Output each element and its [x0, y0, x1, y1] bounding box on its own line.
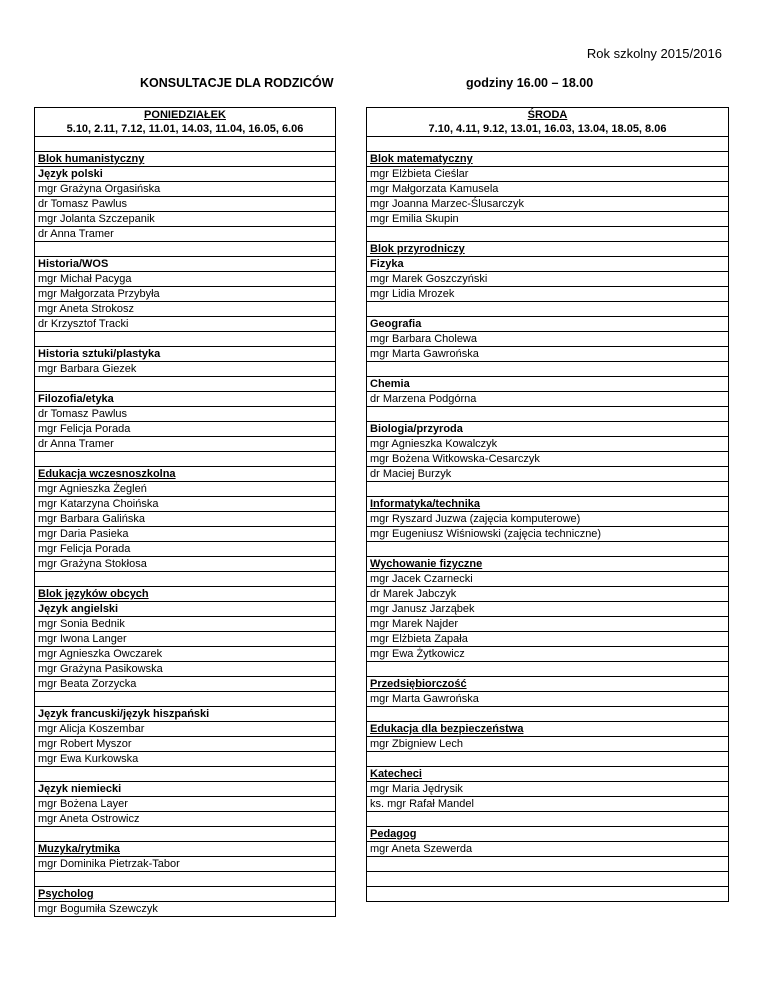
- table-row: [367, 422, 729, 437]
- table-cell: mgr Robert Myszor: [35, 737, 336, 752]
- table-cell: mgr Ewa Kurkowska: [35, 752, 336, 767]
- table-cell: Blok przyrodniczy: [367, 242, 729, 257]
- table-row: [35, 197, 336, 212]
- table-cell: mgr Marek Najder: [367, 617, 729, 632]
- table-row: [35, 842, 336, 857]
- table-row: [367, 287, 729, 302]
- empty-cell: [35, 572, 336, 587]
- table-row: [367, 872, 729, 887]
- table-cell: dr Krzysztof Tracki: [35, 317, 336, 332]
- table-row: [367, 797, 729, 812]
- table-cell: mgr Marta Gawrońska: [367, 347, 729, 362]
- table-cell: Psycholog: [35, 887, 336, 902]
- table-cell: mgr Michał Pacyga: [35, 272, 336, 287]
- table-cell: Katecheci: [367, 767, 729, 782]
- table-cell: mgr Beata Zorzycka: [35, 677, 336, 692]
- table-cell: mgr Elżbieta Cieślar: [367, 167, 729, 182]
- table-row: [367, 437, 729, 452]
- table-row: [35, 302, 336, 317]
- table-row: [35, 677, 336, 692]
- wednesday-table: [366, 107, 729, 902]
- table-cell: mgr Alicja Koszembar: [35, 722, 336, 737]
- table-row: [35, 902, 336, 917]
- table-cell: mgr Sonia Bednik: [35, 617, 336, 632]
- table-cell: dr Anna Tramer: [35, 437, 336, 452]
- table-row: [35, 527, 336, 542]
- table-row: [367, 362, 729, 377]
- table-row: [367, 812, 729, 827]
- table-cell: mgr Barbara Galińska: [35, 512, 336, 527]
- table-row: [367, 332, 729, 347]
- table-cell: mgr Grażyna Pasikowska: [35, 662, 336, 677]
- table-cell: mgr Grażyna Stokłosa: [35, 557, 336, 572]
- table-row: [35, 482, 336, 497]
- table-cell: Edukacja dla bezpieczeństwa: [367, 722, 729, 737]
- table-row: [35, 872, 336, 887]
- table-row: [35, 812, 336, 827]
- monday-table: [34, 107, 336, 917]
- table-row: [35, 887, 336, 902]
- table-cell: Historia sztuki/plastyka: [35, 347, 336, 362]
- table-row: [367, 692, 729, 707]
- table-cell: dr Tomasz Pawlus: [35, 407, 336, 422]
- table-row: [367, 557, 729, 572]
- empty-cell: [35, 872, 336, 887]
- table-row: [35, 782, 336, 797]
- empty-cell: [35, 332, 336, 347]
- table-cell: mgr Małgorzata Kamusela: [367, 182, 729, 197]
- table-row: [367, 377, 729, 392]
- table-row: [367, 662, 729, 677]
- table-row: [367, 482, 729, 497]
- table-cell: Edukacja wczesnoszkolna: [35, 467, 336, 482]
- table-cell: Biologia/przyroda: [367, 422, 729, 437]
- empty-cell: [367, 857, 729, 872]
- empty-cell: [367, 662, 729, 677]
- table-cell: mgr Katarzyna Choińska: [35, 497, 336, 512]
- table-row: [35, 437, 336, 452]
- table-row: [367, 677, 729, 692]
- table-row: [367, 167, 729, 182]
- table-cell: mgr Małgorzata Przybyła: [35, 287, 336, 302]
- table-row: [367, 242, 729, 257]
- table-row: [35, 587, 336, 602]
- table-row: [35, 467, 336, 482]
- table-row: [35, 797, 336, 812]
- table-cell: mgr Eugeniusz Wiśniowski (zajęcia techniczne): [367, 527, 729, 542]
- table-row: [367, 572, 729, 587]
- table-cell: mgr Jacek Czarnecki: [367, 572, 729, 587]
- table-row: [367, 197, 729, 212]
- table-row: [367, 317, 729, 332]
- empty-cell: [35, 452, 336, 467]
- table-row: [35, 752, 336, 767]
- table-cell: mgr Aneta Strokosz: [35, 302, 336, 317]
- table-row: [35, 257, 336, 272]
- table-cell: mgr Joanna Marzec-Ślusarczyk: [367, 197, 729, 212]
- table-cell: mgr Emilia Skupin: [367, 212, 729, 227]
- monday-table-body: [35, 108, 336, 917]
- empty-cell: [367, 542, 729, 557]
- table-row: [367, 782, 729, 797]
- table-row: [367, 707, 729, 722]
- table-row: [367, 497, 729, 512]
- empty-cell: [367, 407, 729, 422]
- table-row: [35, 317, 336, 332]
- table-row: [35, 377, 336, 392]
- table-cell: Chemia: [367, 377, 729, 392]
- table-cell: mgr Lidia Mrozek: [367, 287, 729, 302]
- table-row: [35, 602, 336, 617]
- empty-cell: [367, 872, 729, 887]
- table-cell: ks. mgr Rafał Mandel: [367, 797, 729, 812]
- table-cell: mgr Felicja Porada: [35, 422, 336, 437]
- table-cell: mgr Agnieszka Kowalczyk: [367, 437, 729, 452]
- table-cell: mgr Daria Pasieka: [35, 527, 336, 542]
- table-cell: Język angielski: [35, 602, 336, 617]
- table-row: [367, 602, 729, 617]
- table-row: [367, 137, 729, 152]
- empty-cell: [35, 242, 336, 257]
- table-cell: Wychowanie fizyczne: [367, 557, 729, 572]
- table-row: [35, 272, 336, 287]
- table-row: [35, 722, 336, 737]
- table-cell: dr Marzena Podgórna: [367, 392, 729, 407]
- empty-cell: [367, 302, 729, 317]
- table-cell: Język francuski/język hiszpański: [35, 707, 336, 722]
- table-row: [35, 662, 336, 677]
- table-cell: Przedsiębiorczość: [367, 677, 729, 692]
- table-row: [367, 587, 729, 602]
- table-row: [35, 227, 336, 242]
- table-row: [367, 887, 729, 902]
- table-cell: mgr Felicja Porada: [35, 542, 336, 557]
- consultation-hours: godziny 16.00 – 18.00: [466, 76, 594, 90]
- table-cell: mgr Bożena Layer: [35, 797, 336, 812]
- empty-cell: [35, 692, 336, 707]
- table-cell: mgr Aneta Ostrowicz: [35, 812, 336, 827]
- wednesday-day-label: ŚRODA: [367, 108, 729, 123]
- table-row: [367, 392, 729, 407]
- school-year: Rok szkolny 2015/2016: [586, 46, 722, 61]
- table-row: [367, 347, 729, 362]
- table-row: [367, 827, 729, 842]
- table-cell: mgr Ewa Żytkowicz: [367, 647, 729, 662]
- table-row: [367, 542, 729, 557]
- table-cell: mgr Agnieszka Żegleń: [35, 482, 336, 497]
- table-cell: mgr Elżbieta Zapała: [367, 632, 729, 647]
- table-cell: Blok matematyczny: [367, 152, 729, 167]
- table-row: [35, 407, 336, 422]
- table-row: [367, 152, 729, 167]
- table-row: [35, 167, 336, 182]
- table-cell: Pedagog: [367, 827, 729, 842]
- table-row: [35, 152, 336, 167]
- empty-cell: [367, 227, 729, 242]
- table-row: [35, 512, 336, 527]
- table-cell: Język polski: [35, 167, 336, 182]
- table-cell: Historia/WOS: [35, 257, 336, 272]
- table-cell: dr Anna Tramer: [35, 227, 336, 242]
- table-cell: mgr Zbigniew Lech: [367, 737, 729, 752]
- table-row: [367, 257, 729, 272]
- table-cell: Fizyka: [367, 257, 729, 272]
- table-row: [367, 227, 729, 242]
- table-row: [35, 692, 336, 707]
- table-row: [35, 182, 336, 197]
- table-row: [35, 707, 336, 722]
- empty-cell: [367, 812, 729, 827]
- table-row: [35, 347, 336, 362]
- table-cell: Język niemiecki: [35, 782, 336, 797]
- table-row: [367, 452, 729, 467]
- table-cell: mgr Grażyna Orgasińska: [35, 182, 336, 197]
- wednesday-table-body: [367, 108, 729, 902]
- table-row: [35, 632, 336, 647]
- table-row: [35, 827, 336, 842]
- table-row: [35, 572, 336, 587]
- table-cell: mgr Bogumiła Szewczyk: [35, 902, 336, 917]
- table-row: [367, 752, 729, 767]
- empty-cell: [35, 767, 336, 782]
- empty-cell: [367, 887, 729, 902]
- table-row: [367, 617, 729, 632]
- table-cell: mgr Bożena Witkowska-Cesarczyk: [367, 452, 729, 467]
- empty-cell: [367, 707, 729, 722]
- table-cell: dr Marek Jabczyk: [367, 587, 729, 602]
- table-row: [367, 182, 729, 197]
- table-cell: mgr Barbara Cholewa: [367, 332, 729, 347]
- table-row: [35, 452, 336, 467]
- wednesday-dates: 7.10, 4.11, 9.12, 13.01, 16.03, 13.04, 18.05, 8.06: [367, 122, 729, 137]
- table-row: [367, 767, 729, 782]
- table-cell: mgr Jolanta Szczepanik: [35, 212, 336, 227]
- table-row: [35, 212, 336, 227]
- monday-day-label: PONIEDZIAŁEK: [35, 108, 336, 123]
- table-row: [35, 362, 336, 377]
- table-cell: Blok humanistyczny: [35, 152, 336, 167]
- table-row: [35, 392, 336, 407]
- table-row: [35, 137, 336, 152]
- table-row: [35, 422, 336, 437]
- table-row: [35, 557, 336, 572]
- table-cell: mgr Barbara Giezek: [35, 362, 336, 377]
- table-row: [35, 497, 336, 512]
- table-cell: mgr Agnieszka Owczarek: [35, 647, 336, 662]
- table-row: [35, 242, 336, 257]
- table-cell: mgr Janusz Jarząbek: [367, 602, 729, 617]
- table-row: [35, 737, 336, 752]
- table-row: [367, 527, 729, 542]
- table-row: [35, 857, 336, 872]
- table-cell: mgr Ryszard Juzwa (zajęcia komputerowe): [367, 512, 729, 527]
- empty-cell: [35, 377, 336, 392]
- empty-cell: [367, 362, 729, 377]
- table-cell: Muzyka/rytmika: [35, 842, 336, 857]
- table-cell: mgr Aneta Szewerda: [367, 842, 729, 857]
- table-row: [35, 767, 336, 782]
- empty-cell: [367, 137, 729, 152]
- table-row: [367, 467, 729, 482]
- table-cell: mgr Marta Gawrońska: [367, 692, 729, 707]
- table-row: [367, 302, 729, 317]
- empty-cell: [35, 137, 336, 152]
- table-row: [35, 617, 336, 632]
- table-cell: Informatyka/technika: [367, 497, 729, 512]
- table-row: [367, 272, 729, 287]
- table-row: [367, 857, 729, 872]
- document-title: KONSULTACJE DLA RODZICÓW: [140, 76, 334, 90]
- table-row: [35, 287, 336, 302]
- monday-dates: 5.10, 2.11, 7.12, 11.01, 14.03, 11.04, 16.05, 6.06: [35, 122, 336, 137]
- table-cell: dr Maciej Burzyk: [367, 467, 729, 482]
- table-row: [367, 512, 729, 527]
- table-cell: mgr Maria Jędrysik: [367, 782, 729, 797]
- table-cell: Blok języków obcych: [35, 587, 336, 602]
- empty-cell: [367, 752, 729, 767]
- table-row: [35, 332, 336, 347]
- table-row: [367, 632, 729, 647]
- empty-cell: [367, 482, 729, 497]
- table-cell: mgr Iwona Langer: [35, 632, 336, 647]
- table-row: [367, 407, 729, 422]
- table-row: [35, 647, 336, 662]
- table-row: [367, 722, 729, 737]
- table-cell: mgr Dominika Pietrzak-Tabor: [35, 857, 336, 872]
- table-cell: Geografia: [367, 317, 729, 332]
- table-row: [367, 737, 729, 752]
- table-row: [35, 542, 336, 557]
- empty-cell: [35, 827, 336, 842]
- table-cell: mgr Marek Goszczyński: [367, 272, 729, 287]
- table-cell: Filozofia/etyka: [35, 392, 336, 407]
- table-row: [367, 647, 729, 662]
- table-row: [367, 842, 729, 857]
- table-row: [367, 212, 729, 227]
- table-cell: dr Tomasz Pawlus: [35, 197, 336, 212]
